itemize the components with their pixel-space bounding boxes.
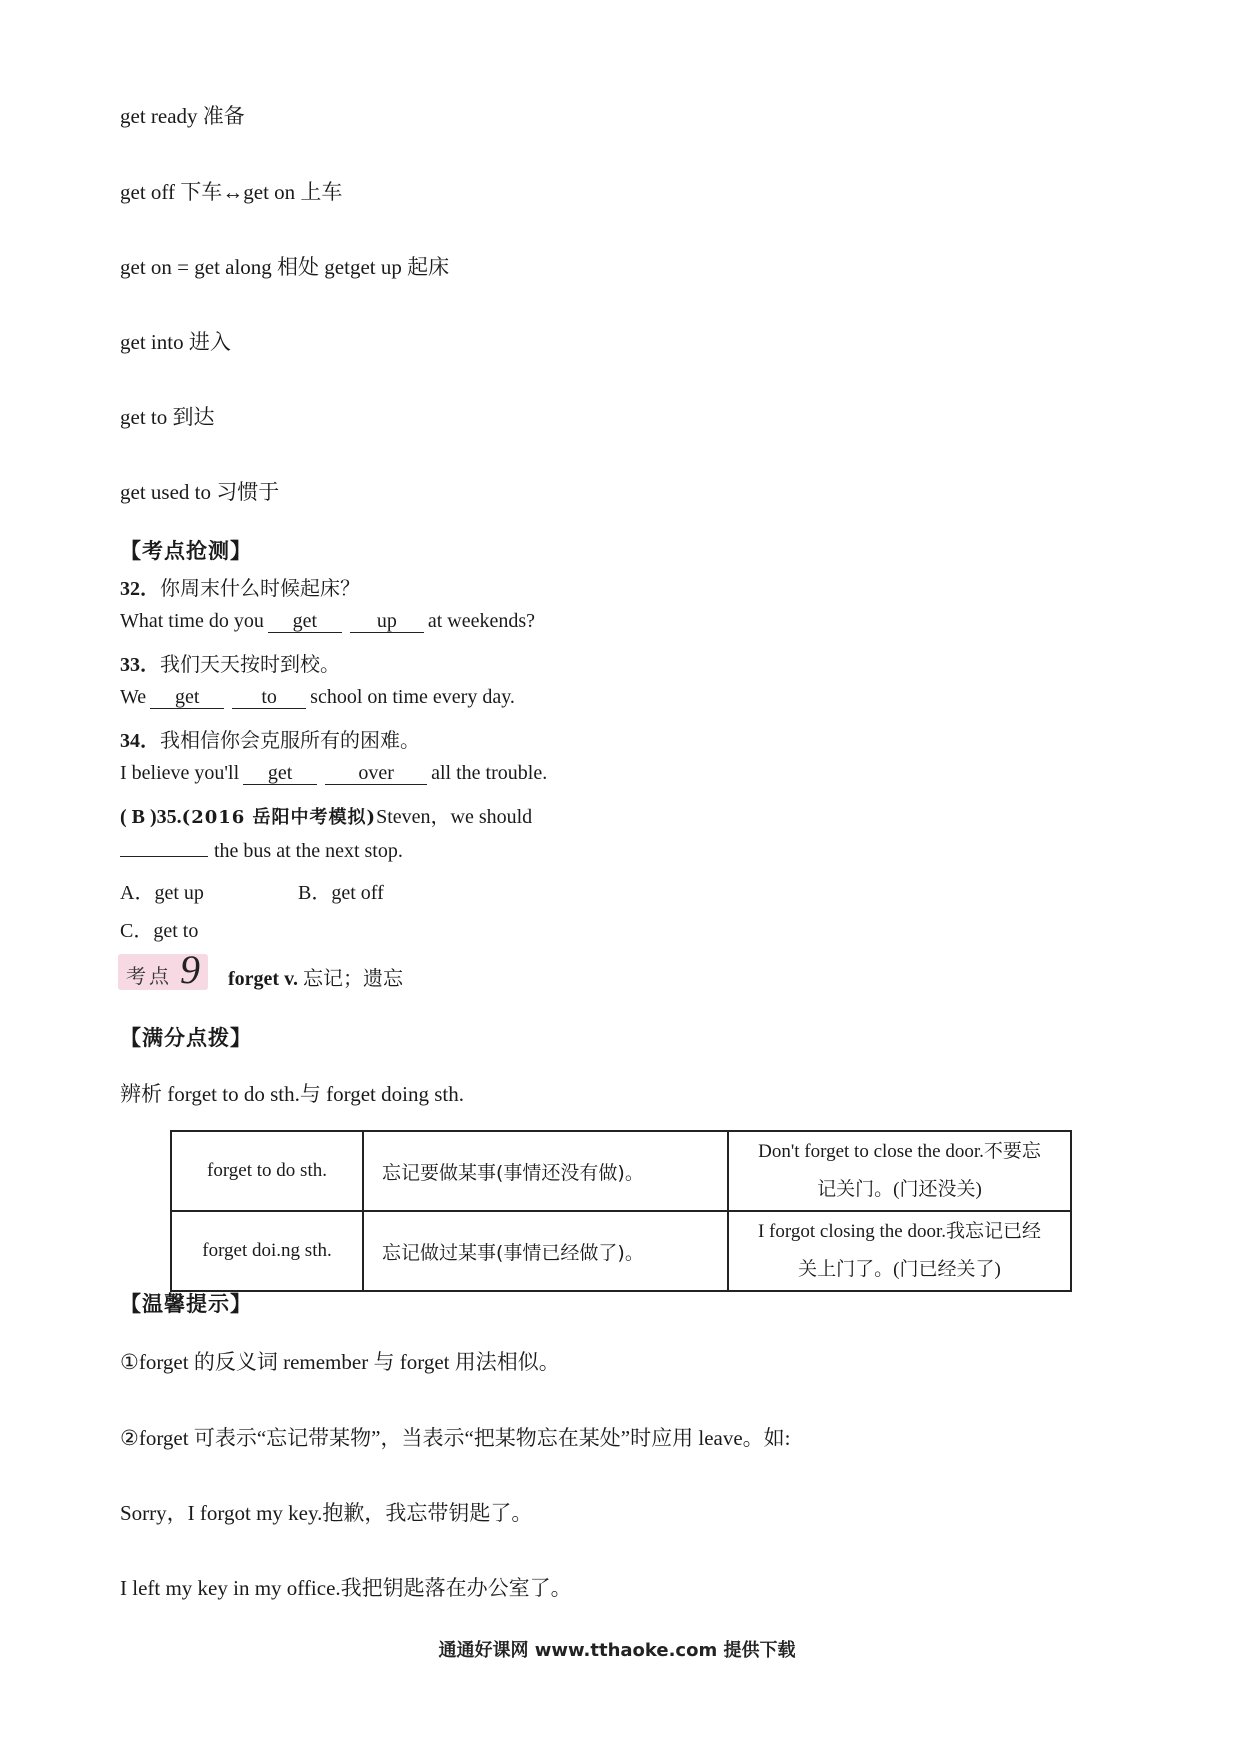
kaodian-number: 9 [180, 947, 200, 992]
kaodian-meaning: 忘记；遗忘 [302, 966, 403, 990]
question-number: 33． [120, 654, 160, 676]
question-chinese: 你周末什么时候起床？ [160, 576, 360, 600]
phrase-get-on: get on = get along 相处 getget up 起床 [120, 255, 450, 279]
answer-blank: get [243, 762, 317, 785]
kaodian-title [228, 962, 403, 991]
answer-blank: to [232, 686, 306, 709]
table-row [171, 1211, 1071, 1291]
kaodian-word: forget v. [228, 968, 298, 990]
option-b: B．get off [298, 882, 384, 904]
kaodian-label: 考点 [126, 964, 172, 988]
example-line: Don't forget to close the door.不要忘 [758, 1141, 1041, 1162]
example-line: 关上门了。(门已经关了) [798, 1259, 1001, 1280]
option-a: A．get up [120, 882, 204, 904]
answer-blank: get [150, 686, 224, 709]
phrase-get-ready: get ready 准备 [120, 104, 245, 128]
tip-line: ②forget 可表示“忘记带某物”，当表示“把某物忘在某处”时应用 leave。如: [120, 1426, 791, 1450]
empty-answer-blank [120, 838, 208, 857]
section-heading-tips: 【满分点拨】 [120, 1026, 252, 1050]
question-35-stem [120, 800, 532, 829]
footer-download-note: 通通好课网 www.tthaoke.com 提供下载 [438, 1640, 796, 1661]
question-34-sentence [120, 762, 547, 785]
question-chinese: 我们天天按时到校。 [160, 652, 340, 676]
answer-blank: get [268, 610, 342, 633]
section-heading-test: 【考点抢测】 [120, 539, 252, 563]
sentence-start: I believe you'll [120, 762, 240, 784]
question-32-sentence [120, 610, 535, 633]
table-cell-example [728, 1131, 1071, 1211]
sentence-start: What time do you [120, 610, 264, 632]
question-35-stem-continued [120, 838, 403, 863]
question-stem-end: the bus at the next stop. [214, 840, 403, 862]
question-chinese: 我相信你会克服所有的困难。 [160, 728, 420, 752]
table-cell-example [728, 1211, 1071, 1291]
answer-blank: over [325, 762, 427, 785]
table-cell-form: forget doi.ng sth. [171, 1211, 363, 1291]
phrase-get-into: get into 进入 [120, 330, 231, 354]
tip-example: I left my key in my office.我把钥匙落在办公室了。 [120, 1576, 572, 1600]
question-34-prompt [120, 724, 420, 753]
phrase-get-to: get to 到达 [120, 405, 215, 429]
question-32-prompt [120, 572, 360, 601]
sentence-end: all the trouble. [431, 762, 548, 784]
example-line: I forgot closing the door.我忘记已经 [757, 1221, 1042, 1242]
question-source: (2016 岳阳中考模拟) [181, 807, 377, 828]
phrase-get-off: get off 下车↔get on 上车 [120, 180, 343, 204]
option-c: C．get to [120, 920, 199, 942]
question-stem-start: Steven，we should [376, 806, 533, 828]
question-33-sentence [120, 686, 515, 709]
question-answer-number: ( B )35. [120, 806, 182, 828]
table-cell-form: forget to do sth. [171, 1131, 363, 1211]
question-number: 34． [120, 730, 160, 752]
sentence-end: school on time every day. [310, 686, 515, 708]
table-row [171, 1131, 1071, 1211]
answer-blank: up [350, 610, 424, 633]
tip-example: Sorry，I forgot my key.抱歉，我忘带钥匙了。 [120, 1501, 533, 1525]
comparison-table [170, 1130, 1072, 1292]
table-cell-meaning: 忘记要做某事(事情还没有做)。 [363, 1131, 728, 1211]
question-number: 32． [120, 578, 160, 600]
sentence-end: at weekends? [427, 610, 536, 632]
phrase-get-used-to: get used to 习惯于 [120, 480, 280, 504]
table-cell-meaning: 忘记做过某事(事情已经做了)。 [363, 1211, 728, 1291]
section-heading-warm: 【温馨提示】 [120, 1292, 252, 1316]
question-33-prompt [120, 648, 340, 677]
tip-line: ①forget 的反义词 remember 与 forget 用法相似。 [120, 1350, 560, 1374]
compare-intro: 辨析 forget to do sth.与 forget doing sth. [120, 1082, 464, 1106]
example-line: 记关门。(门还没关) [817, 1179, 982, 1200]
sentence-start: We [120, 686, 147, 708]
